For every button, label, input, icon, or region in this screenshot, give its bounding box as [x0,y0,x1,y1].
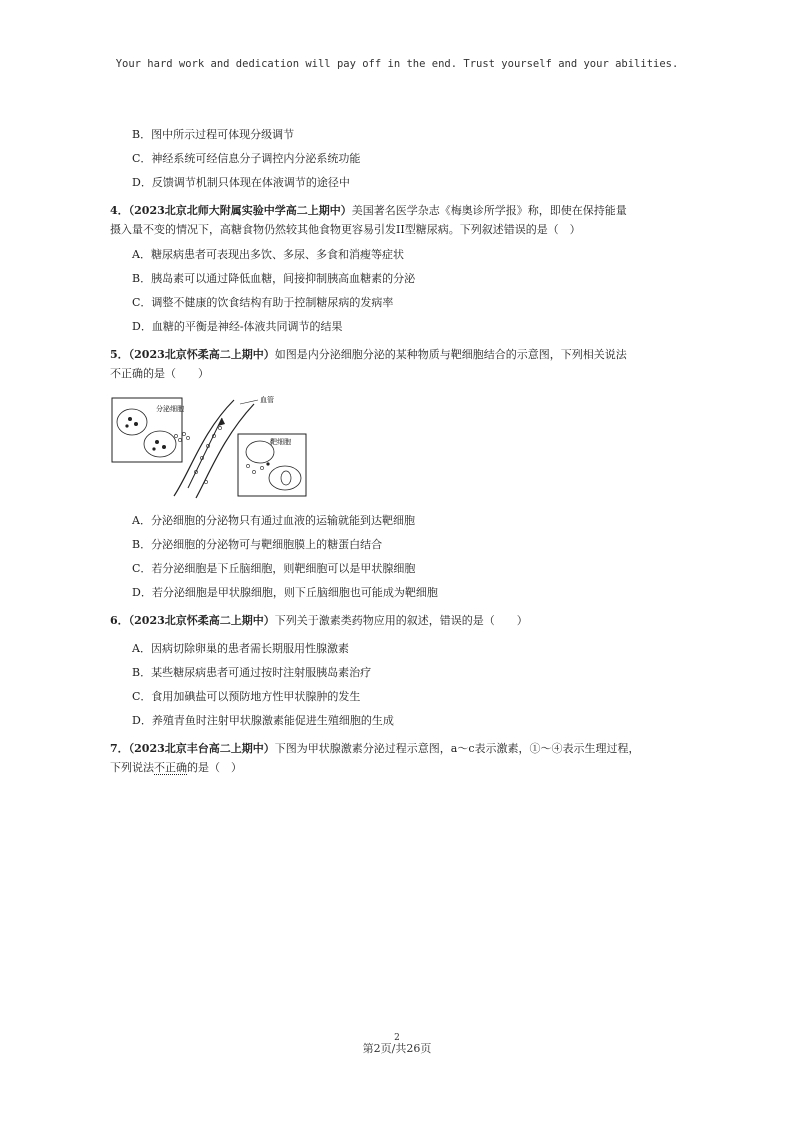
q4-stem-line1: 美国著名医学杂志《梅奥诊所学报》称，即使在保持能量 [351,204,627,217]
q5-option-c: C．若分泌细胞是下丘脑细胞，则靶细胞可以是甲状腺细胞 [132,562,416,575]
secretion-dot [174,434,177,437]
q5-stem-line1: 如图是内分泌细胞分泌的某种物质与靶细胞结合的示意图，下列相关说法 [274,348,627,361]
target-cell-2 [269,466,301,490]
q6-option-d: D．养殖青鱼时注射甲状腺激素能促进生殖细胞的生成 [132,714,394,727]
q6-option-c: C．食用加碘盐可以预防地方性甲状腺肿的发生 [132,690,361,703]
secretion-dot [178,438,181,441]
flow-arrowhead [218,418,225,426]
secretion-dot [252,470,255,473]
granule [152,447,155,450]
secretion-dot [182,432,185,435]
q7-stem-post: 的是（ ） [187,761,242,774]
q7-number: 7． [110,742,129,755]
question-7 [110,738,730,776]
q3-option-b: B．图中所示过程可体现分级调节 [132,128,295,141]
granule [162,445,166,449]
vessel-wall-right [196,404,254,498]
q6-stem-line1: 下列关于激素类药物应用的叙述，错误的是（ ） [274,614,528,627]
question-5 [110,344,730,382]
q5-number: 5． [110,348,129,361]
page-number-small: 2 [394,1033,400,1043]
q5-option-a: A．分泌细胞的分泌物只有通过血液的运输就能到达靶细胞 [132,514,415,527]
granule [125,424,128,427]
secretion-diagram-svg [110,392,310,502]
q5-source: （2023北京怀柔高二上期中） [128,348,275,361]
label-target-cell: 靶细胞 [270,438,291,446]
q6-number: 6． [110,614,129,627]
q7-source: （2023北京丰台高二上期中） [128,742,275,755]
bound-receptor [266,462,269,465]
q4-option-b: B．胰岛素可以通过降低血糖，间接抑制胰高血糖素的分泌 [132,272,416,285]
q5-option-d: D．若分泌细胞是甲状腺细胞，则下丘脑细胞也可能成为靶细胞 [132,586,438,599]
q3-option-c: C．神经系统可经信息分子调控内分泌系统功能 [132,152,361,165]
q4-stem-line2: 摄入量不变的情况下，高糖食物仍然较其他食物更容易引发II型糖尿病。下列叙述错误的是（ ） [110,223,581,236]
secretion-diagram [110,392,310,502]
target-nucleus [281,471,291,485]
q6-option-b: B．某些糖尿病患者可通过按时注射服胰岛素治疗 [132,666,372,679]
q4-number: 4． [110,204,129,217]
granule [155,440,159,444]
page-footer [0,1033,794,1056]
q7-stem-line1: 下图为甲状腺激素分泌过程示意图，a～c表示激素，①～④表示生理过程， [274,742,640,755]
granule [134,422,138,426]
secretion-dot [260,466,263,469]
q4-option-c: C．调整不健康的饮食结构有助于控制糖尿病的发病率 [132,296,394,309]
q6-option-a: A．因病切除卵巢的患者需长期服用性腺激素 [132,642,349,655]
q3-options [110,128,730,190]
q7-stem-pre: 下列说法 [110,761,154,774]
q6-source: （2023北京怀柔高二上期中） [128,614,275,627]
q3-option-d: D．反馈调节机制只体现在体液调节的途径中 [132,176,350,189]
q5-stem-line2: 不正确的是（ ） [110,367,209,380]
blood-dot [218,426,221,429]
q4-option-d: D．血糖的平衡是神经-体液共同调节的结果 [132,320,343,333]
granule [128,417,132,421]
page-count: 第2页/共26页 [362,1042,432,1055]
secretory-cell-1 [117,409,147,435]
flow-arrow [188,418,222,488]
q7-stem-line2 [110,760,730,776]
secretion-dot [186,436,189,439]
question-6 [110,610,730,632]
q4-source: （2023北京北师大附属实验中学高二上期中） [128,204,352,217]
q5-option-b: B．分泌细胞的分泌物可与靶细胞膜上的糖蛋白结合 [132,538,383,551]
secretion-dot [246,464,249,467]
q7-stem-emphasis: 不正确 [154,761,187,774]
blood-dot [204,480,207,483]
question-4 [110,200,730,238]
label-secretory-cell: 分泌细胞 [156,405,184,413]
vessel-label-leader [240,400,258,404]
label-vessel: 血管 [260,396,274,404]
page-header-motto: Your hard work and dedication will pay off in the end. Trust yourself and your abilities. [115,58,679,70]
secretory-cell-2 [144,431,176,457]
question-content [110,128,730,786]
q4-option-a: A．糖尿病患者可表现出多饮、多尿、多食和消瘦等症状 [132,248,404,261]
